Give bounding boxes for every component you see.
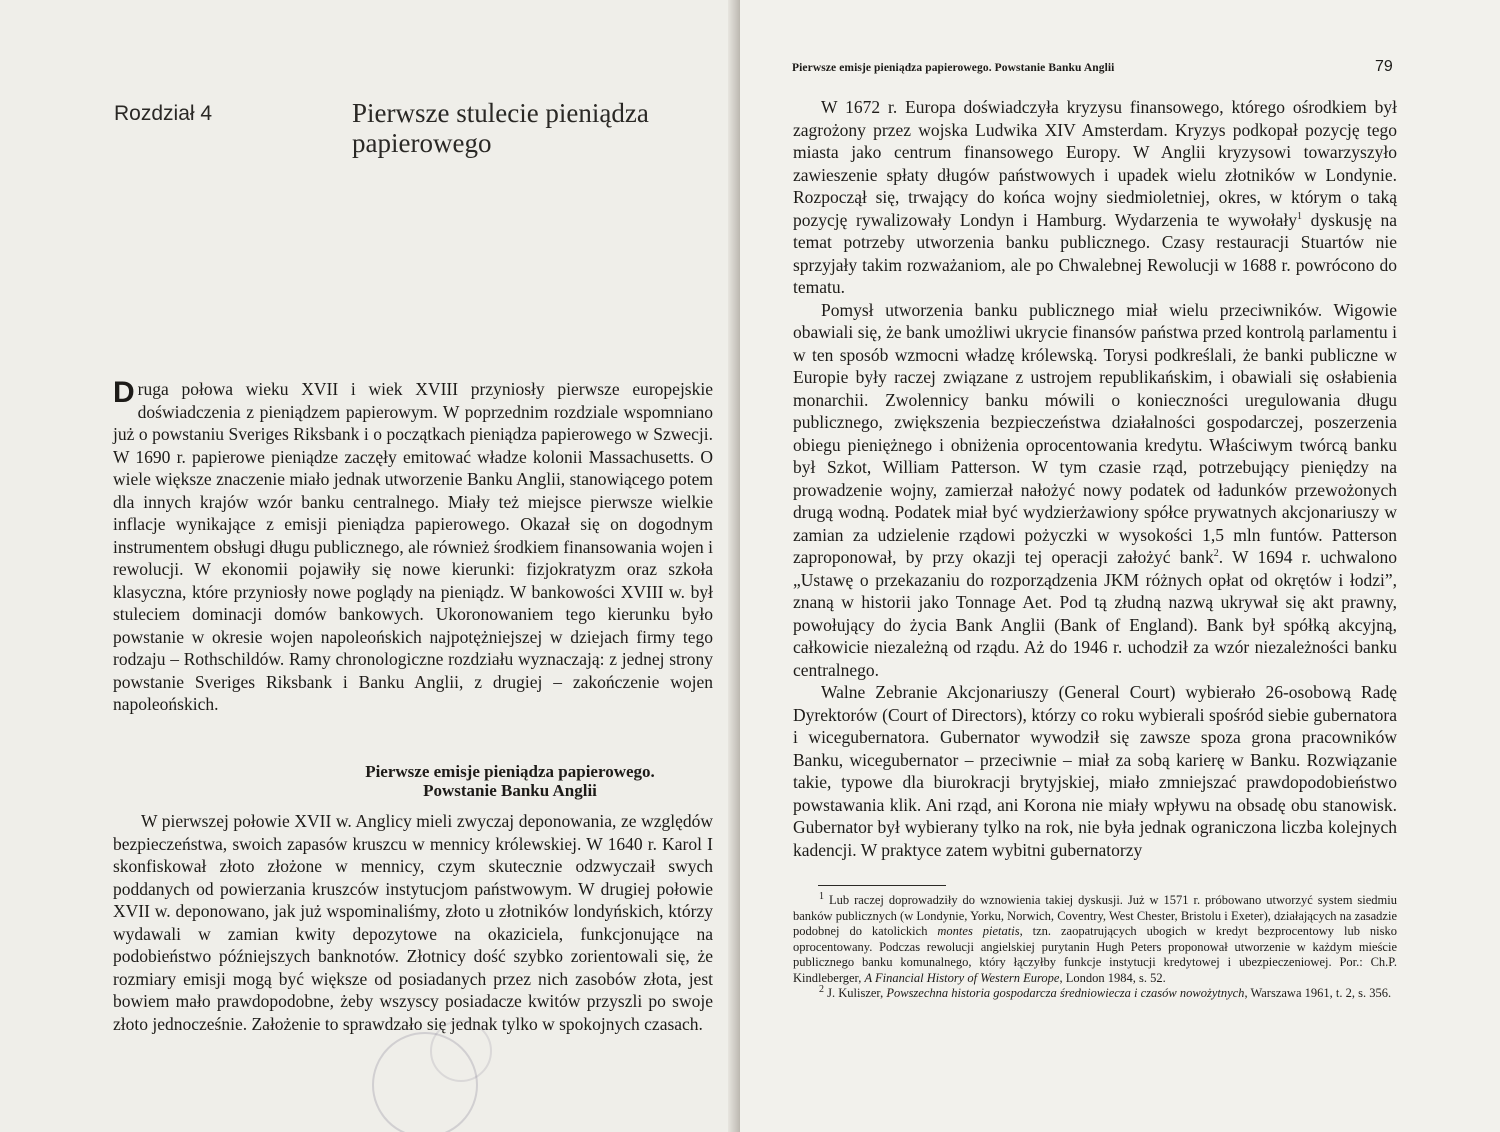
footnote-ref-1: 1 bbox=[1297, 210, 1303, 222]
library-stamp-small bbox=[430, 1020, 492, 1082]
chapter-label: Rozdział 4 bbox=[114, 102, 213, 125]
chapter-title: Pierwsze stulecie pieniądza papierowego bbox=[352, 98, 649, 158]
paragraph-1 bbox=[793, 96, 1397, 299]
footnote-1-italic-1: montes pietatis bbox=[937, 924, 1020, 938]
section-heading-line-2: Powstanie Banku Anglii bbox=[423, 781, 597, 800]
footnote-2-text-a: J. Kuliszer, bbox=[824, 986, 887, 1000]
page-number: 79 bbox=[1375, 58, 1393, 75]
drop-cap: D bbox=[113, 376, 135, 409]
footnote-ref-2: 2 bbox=[1213, 548, 1219, 560]
footnotes bbox=[793, 890, 1397, 1002]
footnote-1-italic-2: A Financial History of Western Europe bbox=[864, 970, 1060, 985]
left-page bbox=[0, 0, 740, 1132]
footnote-2 bbox=[793, 983, 1397, 1002]
footnote-2-text-b: , Warszawa 1961, t. 2, s. 356. bbox=[1244, 986, 1392, 1000]
paragraph-1-text-a: W 1672 r. Europa doświadczyła kryzysu finansowego, którego ośrodkiem był zagrożony przez wojska Ludwika XIV Amsterdam. Kryzys podkopał pozycję tego miasta jako centrum finansowego Europy. W Anglii kryzysowi towarzyszyło zawieszenie spłaty długów państwowych i upadek wielu złotników w Londynie. Rozpoczął się, trwający do końca wojny siedmioletniej, okres, w którym o taką pozycję rywalizowały Londyn i Hamburg. Wydarzenia te wywołały bbox=[793, 97, 1397, 230]
chapter-intro-paragraph bbox=[113, 378, 713, 716]
footnote-2-italic: Powszechna historia gospodarcza średniowiecza i czasów nowożytnych bbox=[886, 986, 1245, 1000]
paragraph-2-text-b: . W 1694 r. uchwalono „Ustawę o przekazaniu do rozporządzenia JKM różnych opłat od okrętów i łodzi”, znaną w historii jako Tonnage Aet. Pod tą złudną nazwą ukrywał się akt prawny, powołujący do życia Bank Anglii (Bank of England). Bank był spółką akcyjną, całkowicie niezależną od rządu. Aż do 1946 r. uchodził za wzór niezależności banku centralnego. bbox=[793, 547, 1397, 680]
right-body-text bbox=[793, 96, 1397, 861]
section-heading-line-1: Pierwsze emisje pieniądza papierowego. bbox=[365, 762, 655, 781]
footnote-1-mark: 1 bbox=[819, 890, 824, 902]
footnote-rule bbox=[818, 885, 946, 886]
paragraph-2-text-a: Pomysł utworzenia banku publicznego miał wielu przeciwników. Wigowie obawiali się, że bank umożliwi ukrycie finansów państwa przed kontrolą parlamentu i w ten sposób wzmocni władzę królewską. Torysi podkreślali, że banki publiczne w Europie były raczej związane z ustrojem republikańskim, i obawiali się osłabienia monarchii. Zwolennicy banku mówili o konieczności uregulowania długu publicznego, zwiększenia bezpieczeństwa działalności gospodarczej, poszerzenia obiegu pieniężnego i obniżenia oprocentowania kredytu. Właściwym twórcą banku był Szkot, William Patterson. W tym czasie rząd, potrzebujący pieniędzy na prowadzenie wojny, zamierzał nałożyć nowy podatek od ładunków przewożonych drugą wodną. Podatek miał być wydzierżawiony spółce prywatnych akcjonariuszy w zamian za udzielenie rządowi pożyczki w wysokości 1,5 mln funtów. Patterson zaproponował, by przy okazji tej operacji założyć bank bbox=[793, 299, 1397, 567]
paragraph-3: Walne Zebranie Akcjonariuszy (General Court) wybierało 26-osobową Radę Dyrektorów (Court of Directors), którzy co roku wybierali spośród siebie gubernatora i wicegubernatora. Gubernator wywodził się zawsze spoza grona pracowników Banku, wicegubernator – przeciwnie – miał za sobą karierę w Banku. Rozwiązanie takie, typowe dla biurokracji brytyjskiej, miało zmniejszać prawdopodobieństwo powstawania klik. Ani rząd, ani Korona nie miały wpływu na obsadę obu stanowisk. Gubernator był wybierany tylko na rok, nie była jednak ograniczona liczba kolejnych kadencji. W praktyce zatem wybitni gubernatorzy bbox=[793, 682, 1397, 860]
running-head: Pierwsze emisje pieniądza papierowego. Powstanie Banku Anglii bbox=[792, 62, 1115, 74]
intro-paragraph-text: ruga połowa wieku XVII i wiek XVIII przyniosły pierwsze europejskie doświadczenia z pieniądzem papierowym. W poprzednim rozdziale wspomniano już o powstaniu Sveriges Riksbank i o początkach pieniądza papierowego w Szwecji. W 1690 r. papierowe pieniądze zaczęły emitować władze kolonii Massachusetts. O wiele większe znaczenie miało jednak utworzenie Banku Anglii, stanowiącego potem dla innych krajów wzór banku centralnego. Miały też miejsce pierwsze wielkie inflacje wynikające z emisji pieniądza papierowego. Okazał się on dogodnym instrumentem obsługi długu publicznego, ale również środkiem finansowania wojen i rewolucji. W ekonomii pojawiły się nowe kierunki: fizjokratyzm oraz szkoła klasyczna, które przyniosły nowe poglądy na pieniądz. W bankowości XVIII w. był stuleciem dominacji domów bankowych. Ukoronowaniem tego kierunku było powstanie w okresie wojen napoleońskich najpotężniejszej w dziejach firmy tego rodzaju – Rothschildów. Ramy chronologiczne rozdziału wyznaczają: z jednej strony powstanie Sveriges Riksbank i Banku Anglii, z drugiej – zakończenie wojen napoleońskich. bbox=[113, 379, 713, 714]
footnote-1 bbox=[793, 890, 1397, 986]
paragraph-2 bbox=[793, 299, 1397, 682]
footnote-1-text-c: , London 1984, s. 52. bbox=[1059, 970, 1166, 985]
footnote-1-text-b: , tzn. zaopatrujących ubogich w kredyt bezprocentowy lub nisko oprocentowany. Podczas rewolucji angielskiej purytanin Hugh Peters proponował utworzenie w każdym mieście publicznego banku komunalnego, który łączyłby funkcje instytucji kredytowej i ubezpieczeniowej. Por.: Ch.P. Kindleberger, bbox=[793, 924, 1397, 985]
footnote-1-text-a: Lub raczej doprowadziły do wznowienia takiej dyskusji. Już w 1571 r. próbowano utworzyć system siedmiu banków publicznych (w Londynie, Yorku, Norwich, Coventry, West Chester, Bristolu i Exeter), działających na zasadzie podobnej do katolickich bbox=[793, 893, 1397, 938]
footnote-2-mark: 2 bbox=[819, 983, 824, 995]
section-paragraph: W pierwszej połowie XVII w. Anglicy mieli zwyczaj deponowania, ze względów bezpieczeństwa, swoich zapasów kruszcu w mennicy królewskiej. W 1640 r. Karol I skonfiskował złoto złożone w mennicy, czym skutecznie odzwyczaił swych poddanych od powierzania kruszców instytucjom państwowym. W drugiej połowie XVII w. deponowano, jak już wspominaliśmy, złoto u złotników londyńskich, którzy wydawali w zamian kwity depozytowe na okaziciela, funkcjonujące na podobieństwo późniejszych banknotów. Złotnicy dość szybko zorientowali się, że rozmiary emisji mogą być większe od posiadanych przez nich zasobów złota, jest bowiem mało prawdopodobne, żeby wszyscy posiadacze kwitów przyszli po swoje złoto jednocześnie. Założenie to sprawdzało się jednak tylko w spokojnych czasach. bbox=[113, 811, 713, 1034]
section-heading bbox=[300, 762, 720, 800]
paragraph-1-text-b: dyskusję na temat potrzeby utworzenia banku publicznego. Czasy restauracji Stuartów nie sprzyjały takim rozważaniom, ale po Chwalebnej Rewolucji w 1688 r. powrócono do tematu. bbox=[793, 209, 1397, 297]
